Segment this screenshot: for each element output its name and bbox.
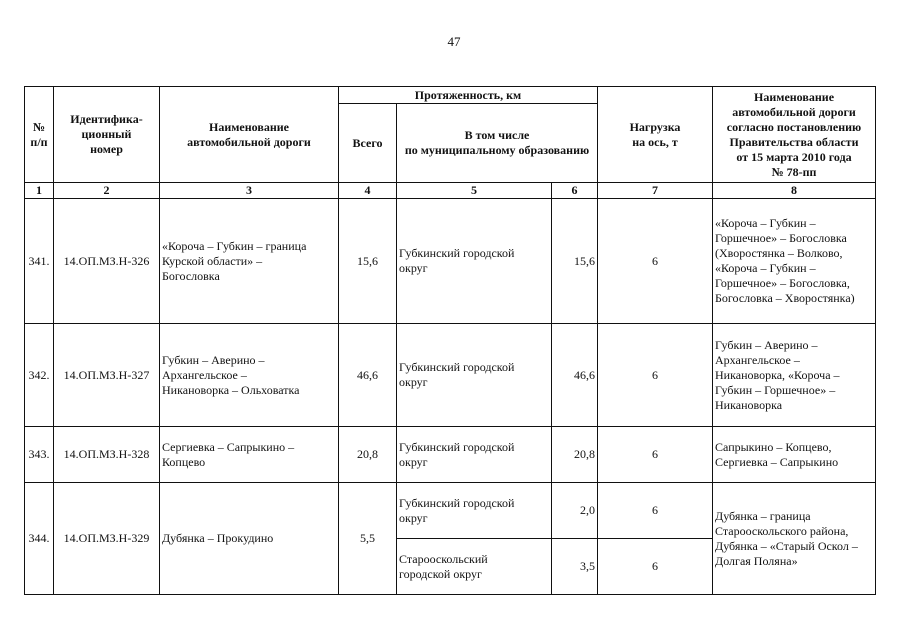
axle-load: 6 bbox=[598, 539, 713, 595]
municipality: Губкинский городской округ bbox=[397, 324, 552, 427]
total-length: 20,8 bbox=[339, 427, 397, 483]
municipality: Губкинский городской округ bbox=[397, 483, 552, 539]
column-number: 7 bbox=[598, 183, 713, 199]
total-length: 15,6 bbox=[339, 199, 397, 324]
regulation-road-name: Дубянка – граница Старооскольского района, Дубянка – «Старый Оскол – Долгая Поляна» bbox=[713, 483, 876, 595]
municipality-length: 2,0 bbox=[552, 483, 598, 539]
row-number: 343. bbox=[25, 427, 54, 483]
municipality: Губкинский городской округ bbox=[397, 427, 552, 483]
road-id: 14.ОП.МЗ.Н-328 bbox=[54, 427, 160, 483]
municipality-length: 46,6 bbox=[552, 324, 598, 427]
page-number: 47 bbox=[447, 34, 461, 49]
road-id: 14.ОП.МЗ.Н-327 bbox=[54, 324, 160, 427]
column-number: 2 bbox=[54, 183, 160, 199]
regulation-road-name: Сапрыкино – Копцево, Сергиевка – Сапрыкино bbox=[713, 427, 876, 483]
total-length: 5,5 bbox=[339, 483, 397, 595]
header-regulation-name: Наименование автомобильной дороги согласно постановлению Правительства области от 15 марта 2010 года № 78-пп bbox=[713, 87, 876, 183]
header-length: Протяженность, км bbox=[339, 87, 598, 104]
header-axle-load: Нагрузка на ось, т bbox=[598, 87, 713, 183]
column-number: 6 bbox=[552, 183, 598, 199]
axle-load: 6 bbox=[598, 483, 713, 539]
column-number: 1 bbox=[25, 183, 54, 199]
municipality: Старооскольский городской округ bbox=[397, 539, 552, 595]
total-length: 46,6 bbox=[339, 324, 397, 427]
road-id: 14.ОП.МЗ.Н-329 bbox=[54, 483, 160, 595]
column-number: 5 bbox=[397, 183, 552, 199]
table-row bbox=[25, 483, 876, 539]
header-row-1 bbox=[25, 87, 876, 104]
road-name: Дубянка – Прокудино bbox=[160, 483, 339, 595]
row-number: 342. bbox=[25, 324, 54, 427]
header-id: Идентифика- ционный номер bbox=[54, 87, 160, 183]
table-row bbox=[25, 427, 876, 483]
row-number: 341. bbox=[25, 199, 54, 324]
row-number: 344. bbox=[25, 483, 54, 595]
road-name: Сергиевка – Сапрыкино – Копцево bbox=[160, 427, 339, 483]
header-total: Всего bbox=[339, 104, 397, 183]
municipality-length: 15,6 bbox=[552, 199, 598, 324]
table-row bbox=[25, 324, 876, 427]
axle-load: 6 bbox=[598, 427, 713, 483]
roads-table bbox=[24, 86, 876, 595]
column-number: 8 bbox=[713, 183, 876, 199]
municipality-length: 20,8 bbox=[552, 427, 598, 483]
column-number: 4 bbox=[339, 183, 397, 199]
road-id: 14.ОП.МЗ.Н-326 bbox=[54, 199, 160, 324]
regulation-road-name: Губкин – Аверино – Архангельское – Никановорка, «Короча – Губкин – Горшечное» – Никановорка bbox=[713, 324, 876, 427]
header-road-name: Наименование автомобильной дороги bbox=[160, 87, 339, 183]
column-number: 3 bbox=[160, 183, 339, 199]
axle-load: 6 bbox=[598, 199, 713, 324]
axle-load: 6 bbox=[598, 324, 713, 427]
regulation-road-name: «Короча – Губкин – Горшечное» – Богословка (Хворостянка – Волково, «Короча – Губкин – Горшечное» – Богословка, Богословка – Хворостянка) bbox=[713, 199, 876, 324]
municipality-length: 3,5 bbox=[552, 539, 598, 595]
table-row bbox=[25, 199, 876, 324]
header-including: В том числе по муниципальному образованию bbox=[397, 104, 598, 183]
municipality: Губкинский городской округ bbox=[397, 199, 552, 324]
column-numbers-row bbox=[25, 183, 876, 199]
road-name: «Короча – Губкин – граница Курской области» – Богословка bbox=[160, 199, 339, 324]
header-number: № п/п bbox=[25, 87, 54, 183]
road-name: Губкин – Аверино – Архангельское – Никановорка – Ольховатка bbox=[160, 324, 339, 427]
